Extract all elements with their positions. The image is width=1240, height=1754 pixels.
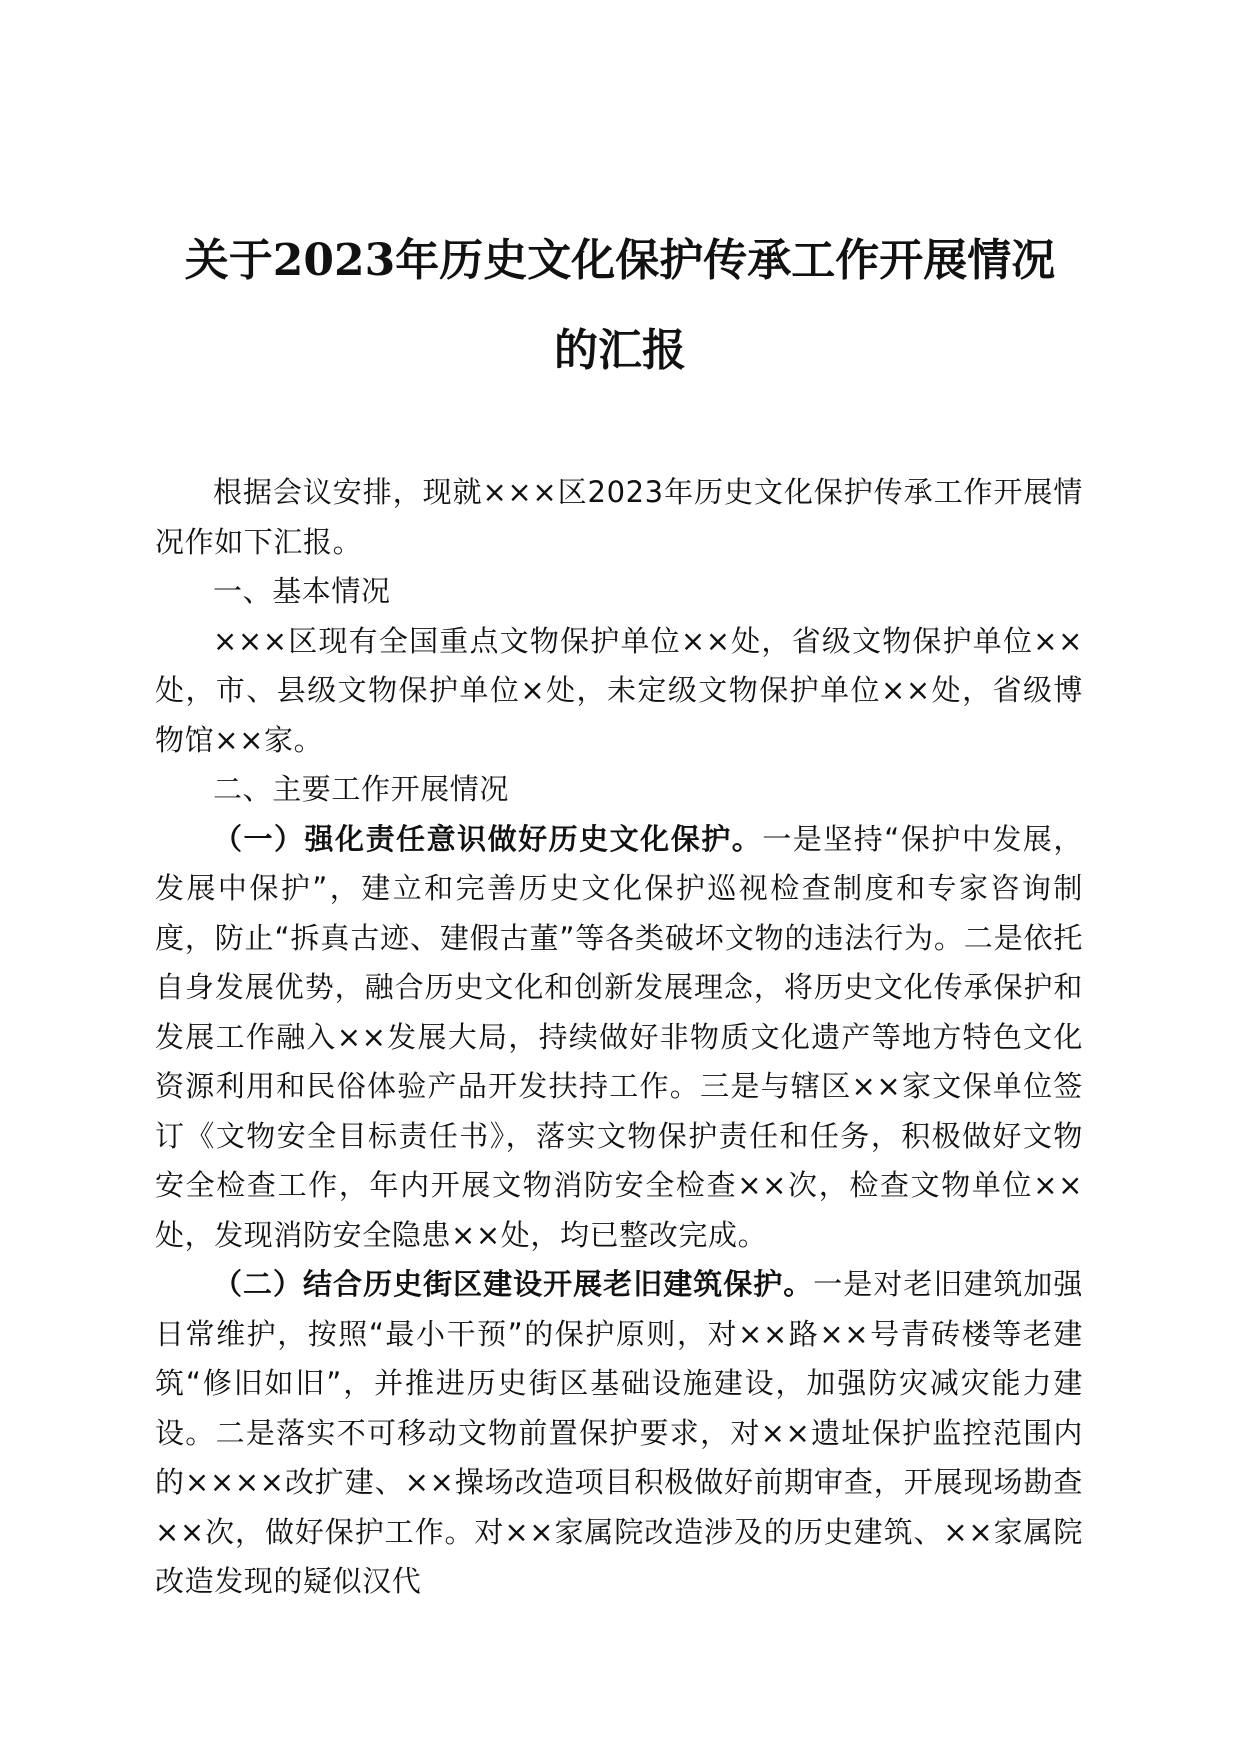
document-title-line-1: 关于2023年历史文化保护传承工作开展情况 xyxy=(184,235,1056,286)
document-title-line-2: 的汇报 xyxy=(554,325,686,376)
subsection-2-paragraph xyxy=(155,1260,1083,1607)
subsection-1-lead: （一）强化责任意识做好历史文化保护。 xyxy=(213,821,763,856)
section-heading-basic-info: 一、基本情况 xyxy=(213,574,391,608)
basic-info-paragraph: ×××区现有全国重点文物保护单位××处，省级文物保护单位××处，市、县级文物保护单位×处，未定级文物保护单位××处，省级博物馆××家。 xyxy=(155,623,1083,757)
subsection-1-paragraph xyxy=(155,815,1083,1261)
document-body xyxy=(155,468,1083,1607)
subsection-1-text: 一是坚持“保护中发展，发展中保护”，建立和完善历史文化保护巡视检查制度和专家咨询制度，防止“拆真古迹、建假古董”等各类破坏文物的违法行为。二是依托自身发展优势，融合历史文化和创新发展理念，将历史文化传承保护和发展工作融入××发展大局，持续做好非物质文化遗产等地方特色文化资源利用和民俗体验产品开发扶持工作。三是与辖区××家文保单位签订《文物安全目标责任书》，落实文物保护责任和任务，积极做好文物安全检查工作，年内开展文物消防安全检查××次，检查文物单位××处，发现消防安全隐患××处，均已整改完成。 xyxy=(155,821,1083,1252)
subsection-2-text: 一是对老旧建筑加强日常维护，按照“最小干预”的保护原则，对××路××号青砖楼等老建筑“修旧如旧”，并推进历史街区基础设施建设，加强防灾减灾能力建设。二是落实不可移动文物前置保护要求，对××遗址保护监控范围内的××××改扩建、××操场改造项目积极做好前期审查，开展现场勘查××次，做好保护工作。对××家属院改造涉及的历史建筑、××家属院改造发现的疑似汉代 xyxy=(155,1267,1083,1598)
intro-paragraph: 根据会议安排，现就×××区2023年历史文化保护传承工作开展情况作如下汇报。 xyxy=(155,475,1083,559)
subsection-2-lead: （二）结合历史街区建设开展老旧建筑保护。 xyxy=(213,1267,814,1301)
section-heading-main-work: 二、主要工作开展情况 xyxy=(213,772,510,806)
